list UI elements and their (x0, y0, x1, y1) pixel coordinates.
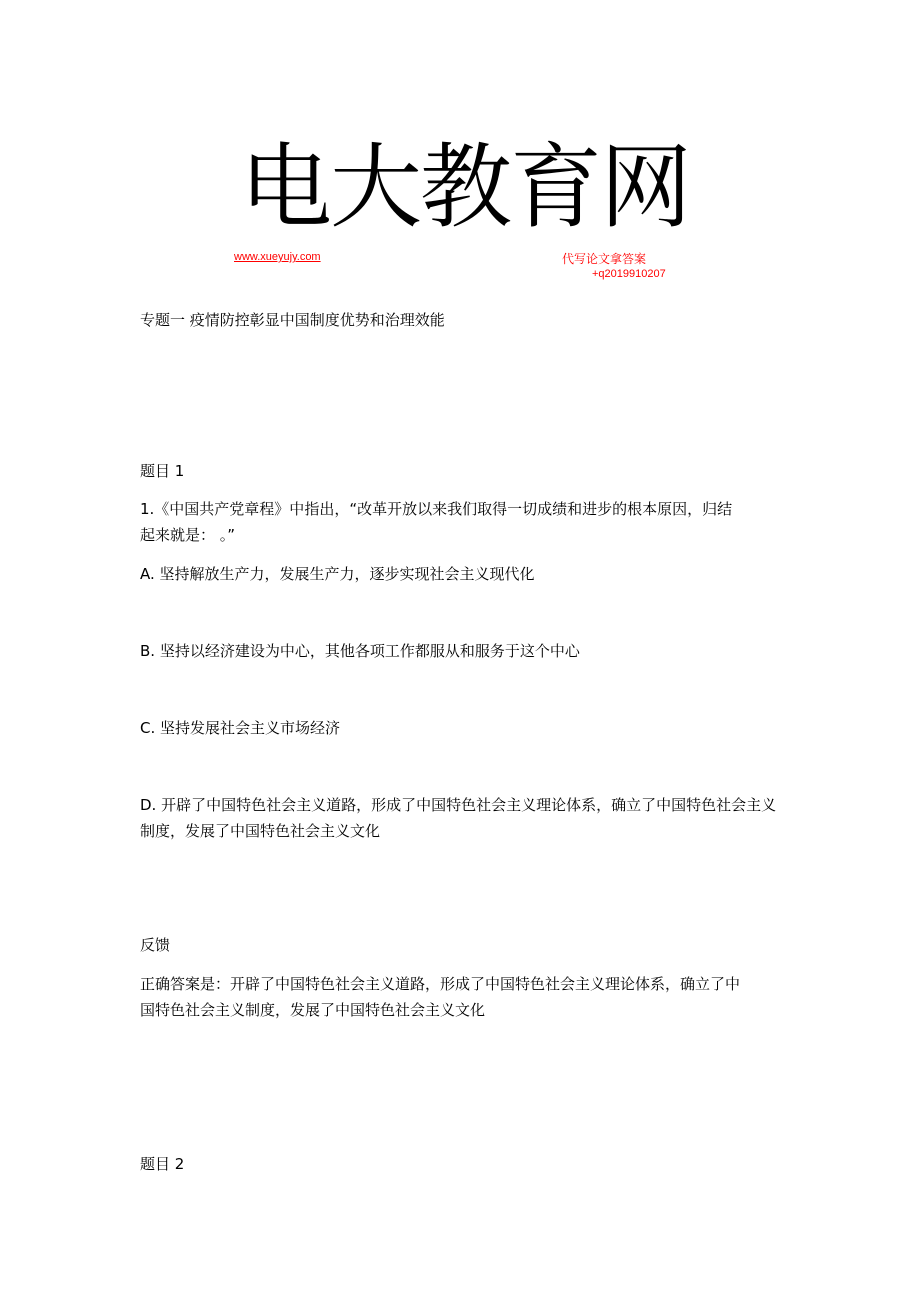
question-2-label: 题目 2 (140, 1155, 185, 1173)
question-1-option-c[interactable]: C. 坚持发展社会主义市场经济 (140, 719, 341, 737)
answer-line2: 国特色社会主义制度，发展了中国特色社会主义文化 (140, 1001, 486, 1019)
question-1-option-a[interactable]: A. 坚持解放生产力，发展生产力，逐步实现社会主义现代化 (140, 565, 535, 583)
question-1-option-b[interactable]: B. 坚持以经济建设为中心，其他各项工作都服从和服务于这个中心 (140, 642, 580, 660)
topic-title: 专题一 疫情防控彰显中国制度优势和治理效能 (140, 311, 445, 329)
site-link[interactable]: www.xueyujy.com (234, 251, 321, 263)
contact-text: +q2019910207 (592, 268, 666, 280)
answer-line1: 正确答案是：开辟了中国特色社会主义道路，形成了中国特色社会主义理论体系，确立了中 (140, 975, 741, 993)
question-1-option-d[interactable]: D. 开辟了中国特色社会主义道路，形成了中国特色社会主义理论体系，确立了中国特色社会主义制度，发展了中国特色社会主义文化 (140, 796, 777, 840)
question-1-stem-line1: 1.《中国共产党章程》中指出，“改革开放以来我们取得一切成绩和进步的根本原因，归结 (140, 500, 733, 518)
site-logo: 电大教育网 (240, 134, 691, 241)
question-1-label: 题目 1 (140, 462, 185, 480)
promo-text: 代写论文拿答案 (562, 252, 647, 266)
feedback-label: 反馈 (140, 936, 171, 954)
question-1-stem-line2: 起来就是： 。” (140, 526, 236, 544)
